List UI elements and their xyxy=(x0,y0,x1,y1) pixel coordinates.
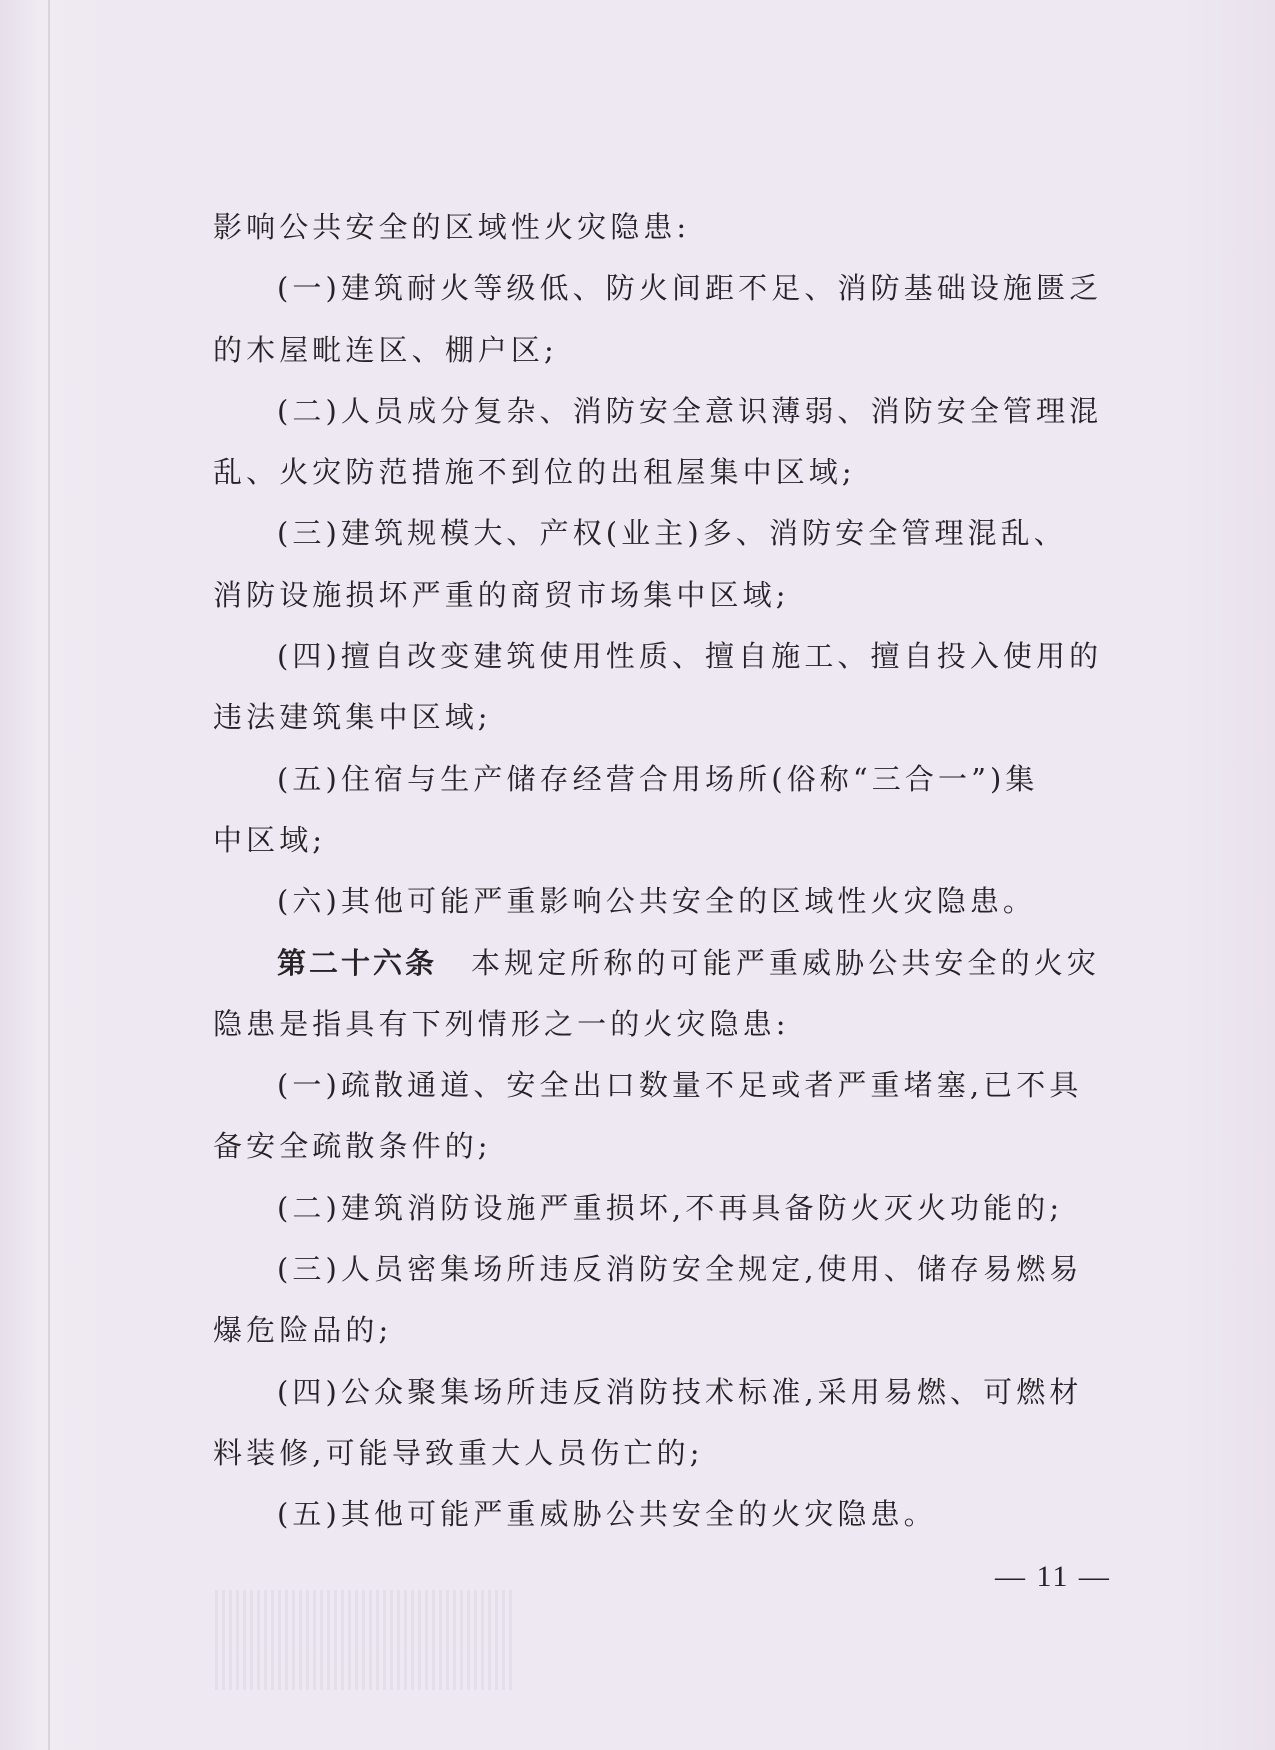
article-item-1: (一)疏散通道、安全出口数量不足或者严重堵塞,已不具 xyxy=(277,1068,1083,1103)
text-line: 影响公共安全的区域性火灾隐患: xyxy=(213,210,691,244)
text-line: 中区域; xyxy=(213,822,327,857)
text-line: 隐患是指具有下列情形之一的火灾隐患: xyxy=(213,1006,790,1041)
text-line: 爆危险品的; xyxy=(213,1313,393,1348)
article-first-line xyxy=(213,933,1133,994)
body-text xyxy=(213,197,1133,1546)
list-item-6: (六)其他可能严重影响公共安全的区域性火灾隐患。 xyxy=(277,884,1037,919)
page-number: — 11 — xyxy=(995,1560,1111,1593)
list-item-2: (二)人员成分复杂、消防安全意识薄弱、消防安全管理混 xyxy=(277,393,1103,428)
article-intro: 本规定所称的可能严重威胁公共安全的火灾 xyxy=(471,945,1100,980)
list-item-3: (三)建筑规模大、产权(业主)多、消防安全管理混乱、 xyxy=(277,516,1067,551)
text-line: 消防设施损坏严重的商贸市场集中区域; xyxy=(213,577,790,612)
article-item-2: (二)建筑消防设施严重损坏,不再具备防火灭火功能的; xyxy=(277,1190,1064,1225)
list-item-5: (五)住宿与生产储存经营合用场所(俗称“三合一”)集 xyxy=(277,761,1039,796)
text-line: 违法建筑集中区域; xyxy=(213,700,492,735)
text-line: 料装修,可能导致重大人员伤亡的; xyxy=(213,1435,704,1470)
article-item-3: (三)人员密集场所违反消防安全规定,使用、储存易燃易 xyxy=(277,1252,1083,1287)
text-line: 备安全疏散条件的; xyxy=(213,1129,492,1164)
list-item-4: (四)擅自改变建筑使用性质、擅自施工、擅自投入使用的 xyxy=(277,639,1103,674)
article-item-5: (五)其他可能严重威胁公共安全的火灾隐患。 xyxy=(277,1497,937,1532)
list-item-1: (一)建筑耐火等级低、防火间距不足、消防基础设施匮乏 xyxy=(277,271,1103,306)
faint-bleedthrough-mark xyxy=(215,1590,515,1690)
binding-gutter xyxy=(48,0,50,1750)
article-item-4: (四)公众聚集场所违反消防技术标准,采用易燃、可燃材 xyxy=(277,1374,1083,1409)
text-line: 的木屋毗连区、棚户区; xyxy=(213,332,558,367)
text-line: 乱、火灾防范措施不到位的出租屋集中区域; xyxy=(213,455,856,490)
article-heading: 第二十六条 xyxy=(277,945,438,980)
